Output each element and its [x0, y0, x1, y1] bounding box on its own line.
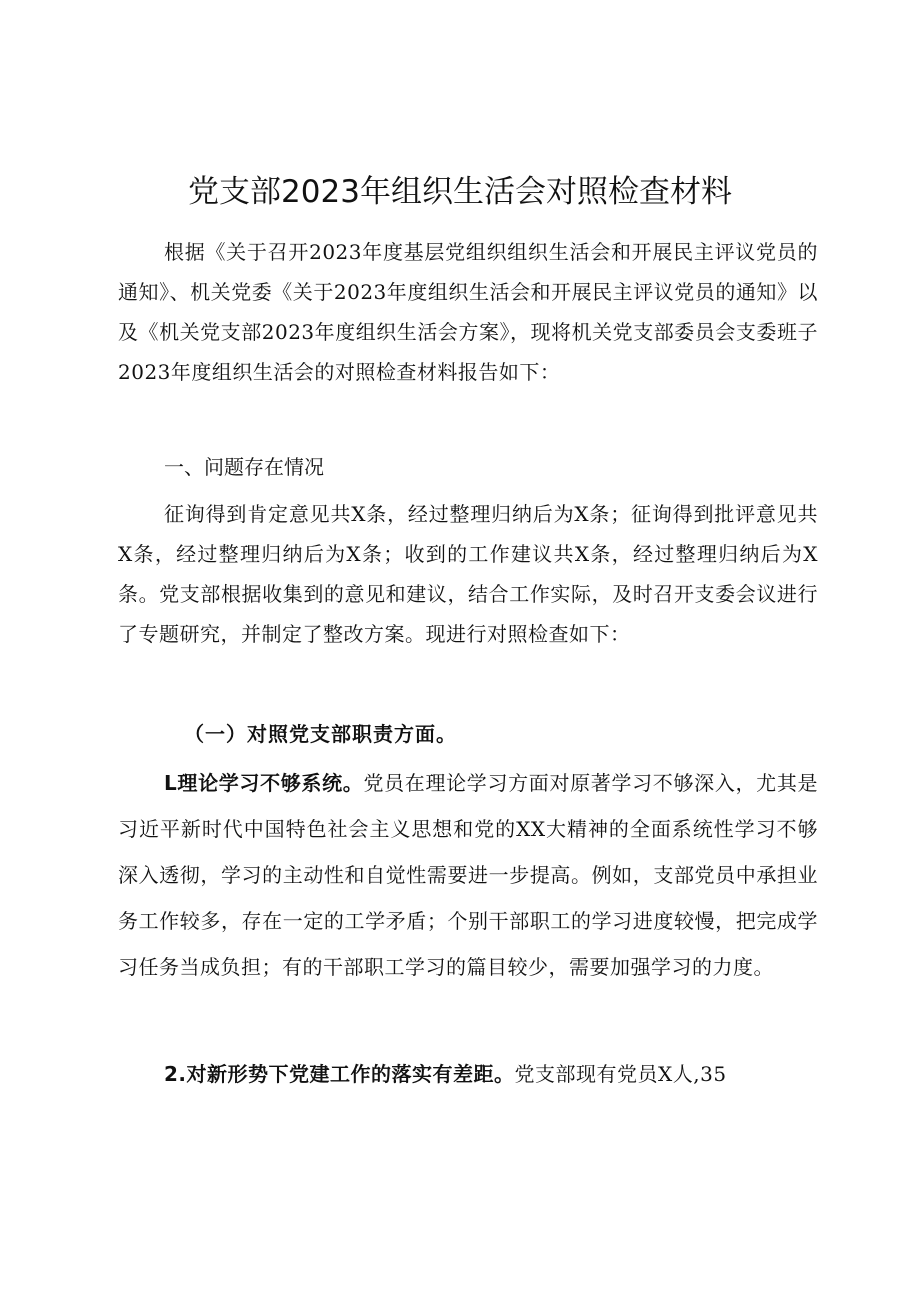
item-2-paragraph	[118, 1054, 818, 1094]
item-1-paragraph	[118, 760, 818, 990]
item-1-lead: L理论学习不够系统。	[164, 771, 364, 795]
item-2-lead: 2.对新形势下党建工作的落实有差距。	[164, 1062, 515, 1086]
item-2-body: 党支部现有党员X人,35	[514, 1062, 727, 1086]
summary-paragraph: 征询得到肯定意见共X条，经过整理归纳后为X条；征询得到批评意见共X条，经过整理归纳后为X条；收到的工作建议共X条，经过整理归纳后为X条。党支部根据收集到的意见和建议，结合工作实际，及时召开支委会议进行了专题研究，并制定了整改方案。现进行对照检查如下：	[118, 502, 818, 646]
section-heading-problems: 一、问题存在情况	[164, 455, 324, 479]
document-title: 党支部2023年组织生活会对照检查材料	[188, 174, 732, 210]
item-1-body: 党员在理论学习方面对原著学习不够深入，尤其是习近平新时代中国特色社会主义思想和党的XX大精神的全面系统性学习不够深入透彻，学习的主动性和自觉性需要进一步提高。例如，支部党员中承担业务工作较多，存在一定的工学矛盾；个别干部职工的学习进度较慢，把完成学习任务当成负担；有的干部职工学习的篇目较少，需要加强学习的力度。	[118, 771, 818, 979]
subsection-heading-duties: （一）对照党支部职责方面。	[184, 722, 457, 746]
intro-paragraph: 根据《关于召开2023年度基层党组织组织生活会和开展民主评议党员的通知》、机关党委《关于2023年度组织生活会和开展民主评议党员的通知》以及《机关党支部2023年度组织生活会方案》，现将机关党支部委员会支委班子2023年度组织生活会的对照检查材料报告如下：	[118, 240, 818, 384]
